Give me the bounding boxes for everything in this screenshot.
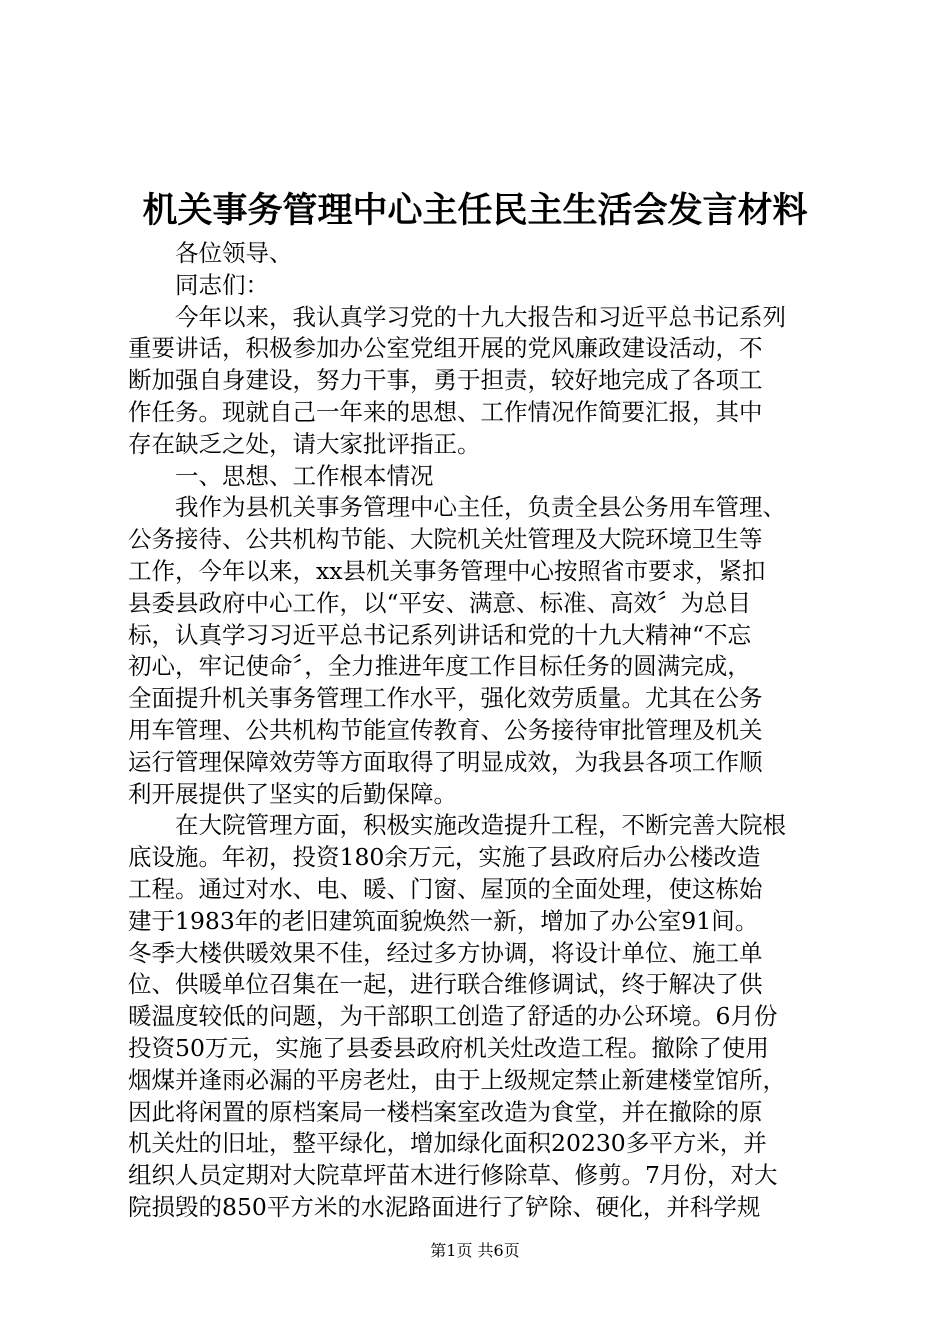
page-number: 第1页 共6页: [430, 1241, 520, 1260]
text-line: 烟煤并逢雨必漏的平房老灶，由于上级规定禁止新建楼堂馆所，: [128, 1065, 786, 1094]
text-line: 位、供暖单位召集在一起，进行联合维修调试，终于解决了供: [128, 970, 763, 999]
text-line: 公务接待、公共机构节能、大院机关灶管理及大院环境卫生等: [128, 525, 763, 554]
text-line: 院损毁的850平方米的水泥路面进行了铲除、硬化，并科学规: [128, 1192, 761, 1221]
text-line: 利开展提供了坚实的后勤保障。: [128, 779, 457, 808]
text-line: 投资50万元，实施了县委县政府机关灶改造工程。撤除了使用: [128, 1033, 769, 1062]
text-line: 组织人员定期对大院草坪苗木进行修除草、修剪。7月份，对大: [128, 1161, 778, 1190]
text-line: 暖温度较低的问题，为干部职工创造了舒适的办公环境。6月份: [128, 1002, 778, 1031]
page-title: 机关事务管理中心主任民主生活会发言材料: [142, 190, 808, 231]
text-line: 作任务。现就自己一年来的思想、工作情况作简要汇报，其中: [128, 397, 763, 426]
page-footer: [0, 1241, 950, 1261]
document-body: [128, 238, 836, 1224]
text-line: 标，认真学习习近平总书记系列讲话和党的十九大精神“不忘: [128, 620, 752, 649]
text-line: 县委县政府中心工作，以“平安、满意、标准、高效〞为总目: [128, 588, 752, 617]
text-line: 我作为县机关事务管理中心主任，负责全县公务用车管理、: [175, 493, 786, 522]
text-line: 同志们：: [175, 270, 269, 299]
text-line: 断加强自身建设，努力干事，勇于担责，较好地完成了各项工: [128, 366, 763, 395]
text-line: 用车管理、公共机构节能宣传教育、公务接待审批管理及机关: [128, 715, 763, 744]
text-line: 机关灶的旧址，整平绿化，增加绿化面积20230多平方米，并: [128, 1129, 767, 1158]
text-line: 一、思想、工作根本情况: [175, 461, 434, 490]
text-line: 今年以来，我认真学习党的十九大报告和习近平总书记系列: [175, 302, 786, 331]
text-line: 运行管理保障效劳等方面取得了明显成效，为我县各项工作顺: [128, 747, 763, 776]
text-line: 建于1983年的老旧建筑面貌焕然一新，增加了办公室91间。: [128, 906, 759, 935]
text-line: 在大院管理方面，积极实施改造提升工程，不断完善大院根: [175, 811, 786, 840]
text-line: 各位领导、: [175, 239, 293, 267]
text-line: 工作，今年以来，xx县机关事务管理中心按照省市要求，紧扣: [128, 556, 766, 585]
text-line: 重要讲话，积极参加办公室党组开展的党风廉政建设活动，不: [128, 334, 763, 363]
text-line: 存在缺乏之处，请大家批评指正。: [128, 429, 481, 458]
text-line: 因此将闲置的原档案局一楼档案室改造为食堂，并在撤除的原: [128, 1097, 763, 1126]
text-line: 全面提升机关事务管理工作水平，强化效劳质量。尤其在公务: [128, 684, 763, 713]
text-line: 初心，牢记使命〞，全力推进年度工作目标任务的圆满完成，: [128, 652, 751, 681]
text-line: 底设施。年初，投资180余万元，实施了县政府后办公楼改造: [128, 843, 761, 872]
text-line: 工程。通过对水、电、暖、门窗、屋顶的全面处理，使这栋始: [128, 874, 763, 903]
text-line: 冬季大楼供暖效果不佳，经过多方协调，将设计单位、施工单: [128, 938, 763, 967]
